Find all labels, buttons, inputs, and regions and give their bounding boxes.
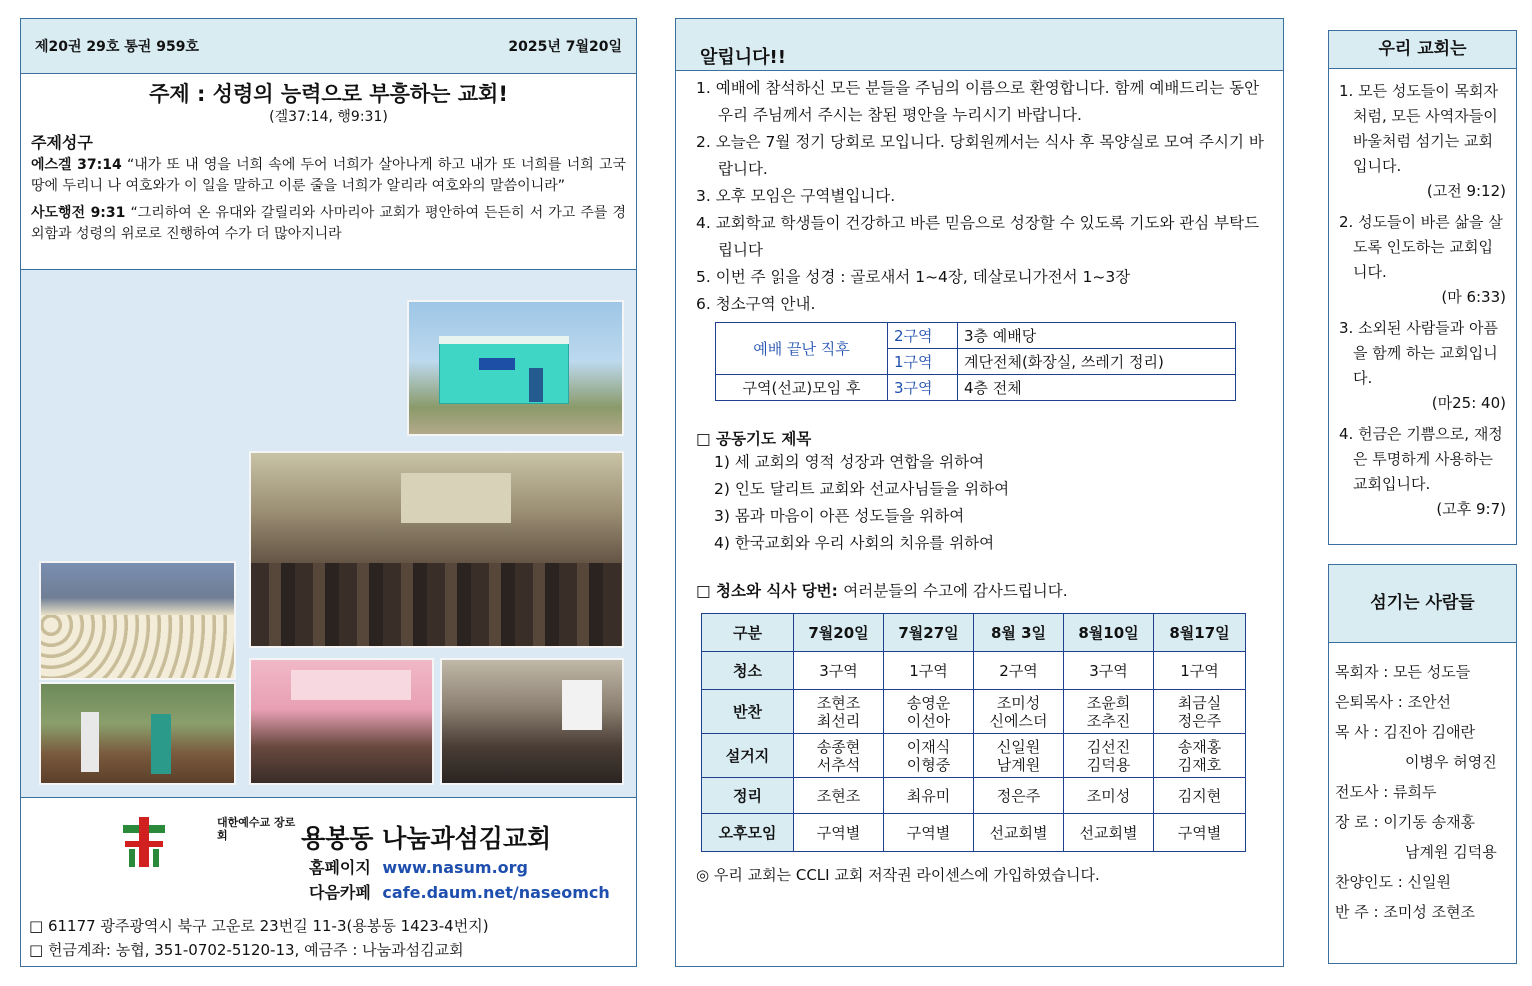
- duty-header-cell: 7월20일: [794, 614, 884, 652]
- zone-cell: 1구역: [888, 349, 958, 375]
- duty-cell: 선교회별: [1064, 814, 1154, 852]
- staff-line: 반 주 : 조미성 조현조: [1335, 903, 1476, 921]
- duty-row: [702, 734, 1246, 778]
- denomination: 대한예수교 장로회: [217, 816, 296, 842]
- verse-heading: 주제성구: [31, 133, 93, 152]
- duty-row: [702, 690, 1246, 734]
- church-info: [21, 799, 636, 966]
- duty-cell: 1구역: [884, 652, 974, 690]
- cafe-label: 다음카페: [309, 883, 371, 902]
- duty-cell: 구역별: [884, 814, 974, 852]
- notice-item: 5. 이번 주 읽을 성경 : 골로새서 1~4장, 데살로니가전서 1~3장: [696, 268, 1131, 286]
- notice-item: 4. 교회학교 학생들이 건강하고 바른 믿음으로 성장할 수 있도록 기도와 관심 부탁드립니다: [696, 214, 1260, 259]
- place-cell: 4층 전체: [958, 375, 1236, 401]
- prayer-title: □ 공동기도 제목: [696, 430, 812, 448]
- issue-number: 제20권 29호 통권 959호: [35, 39, 199, 55]
- duty-header-cell: 구분: [702, 614, 794, 652]
- notices-title: 알립니다!!: [676, 19, 1283, 71]
- duty-row-label: 반찬: [702, 690, 794, 734]
- bulletin-front-panel: [20, 18, 637, 967]
- prayer-item: 3) 몸과 마음이 아픈 성도들을 위하여: [714, 507, 965, 525]
- duty-cell: 구역별: [794, 814, 884, 852]
- staff-line: 은퇴목사 : 조안선: [1335, 693, 1452, 711]
- duty-cell: 최유미: [884, 778, 974, 814]
- vision-item: 1. 모든 성도들이 목회자처럼, 모든 사역자들이 바울처럼 섬기는 교회입니다.: [1339, 82, 1499, 175]
- homepage-line: [309, 855, 528, 878]
- vision-title: 우리 교회는: [1329, 31, 1516, 69]
- staff-line: 전도사 : 류희두: [1335, 783, 1437, 801]
- notice-list: [676, 71, 1283, 318]
- duty-cell: 송재홍 김재호: [1154, 734, 1246, 778]
- church-building-photo: [407, 300, 624, 436]
- duty-thanks: 여러분들의 수고에 감사드립니다.: [843, 582, 1068, 600]
- theme-title: 주제 : 성령의 능력으로 부흥하는 교회!: [149, 82, 508, 106]
- duty-row-label: 청소: [702, 652, 794, 690]
- verse-1: [31, 155, 626, 197]
- duty-cell: 김지현: [1154, 778, 1246, 814]
- duty-title: □ 청소와 식사 당번:: [696, 582, 838, 600]
- zone-cell: 2구역: [888, 323, 958, 349]
- duty-cell: 정은주: [974, 778, 1064, 814]
- duty-heading: [696, 579, 1283, 601]
- issue-header: [21, 19, 636, 74]
- vision-item: 4. 헌금은 기쁨으로, 재정은 투명하게 사용하는 교회입니다.: [1339, 425, 1503, 493]
- vision-ref: (마25: 40): [1431, 394, 1506, 412]
- vision-list: [1329, 69, 1516, 522]
- duty-cell: 구역별: [1154, 814, 1246, 852]
- duty-table: [701, 613, 1246, 852]
- homepage-label: 홈페이지: [309, 858, 371, 877]
- staff-line: 이병우 허영진: [1405, 753, 1497, 771]
- food-packages-photo: [39, 561, 236, 680]
- theme-refs: (겔37:14, 행9:31): [269, 109, 388, 125]
- staff-line: 장 로 : 이기동 송재홍: [1335, 813, 1476, 831]
- duty-cell: 조현조: [794, 778, 884, 814]
- duty-row-label: 오후모임: [702, 814, 794, 852]
- duty-cell: 이재식 이형중: [884, 734, 974, 778]
- vision-ref: (고전 9:12): [1426, 182, 1506, 200]
- children-gathering-photo: [440, 658, 624, 785]
- duty-cell: 3구역: [1064, 652, 1154, 690]
- duty-cell: 조윤희 조추진: [1064, 690, 1154, 734]
- duty-cell: 2구역: [974, 652, 1064, 690]
- issue-date: 2025년 7월20일: [508, 39, 622, 55]
- prayer-item: 4) 한국교회와 우리 사회의 치유를 위하여: [714, 534, 995, 552]
- duty-cell: 조현조 최선리: [794, 690, 884, 734]
- duty-cell: 최금실 정은주: [1154, 690, 1246, 734]
- notice-item: 1. 예배에 참석하신 모든 분들을 주님의 이름으로 환영합니다. 함께 예배드리는 동안 우리 주님께서 주시는 참된 평안을 누리시기 바랍니다.: [696, 79, 1260, 124]
- notice-item: 2. 오늘은 7월 정기 당회로 모입니다. 당회원께서는 식사 후 목양실로 모여 주시기 바랍니다.: [696, 133, 1264, 178]
- church-name: 용봉동 나눔과섬김교회: [301, 824, 552, 853]
- duty-row-label: 정리: [702, 778, 794, 814]
- duty-table-header: [702, 614, 1246, 652]
- duty-cell: 선교회별: [974, 814, 1064, 852]
- place-cell: 3층 예배당: [958, 323, 1236, 349]
- offering-account: □ 헌금계좌: 농협, 351-0702-5120-13, 예금주 : 나눔과섬김교회: [29, 941, 464, 959]
- duty-header-cell: 8월 3일: [974, 614, 1064, 652]
- duty-cell: 김선진 김덕용: [1064, 734, 1154, 778]
- duty-row-label: 설거지: [702, 734, 794, 778]
- prayer-item: 2) 인도 달리트 교회와 선교사님들을 위하여: [714, 480, 1010, 498]
- photo-collage: [21, 270, 636, 798]
- notices-panel: [675, 18, 1284, 967]
- notice-item: 3. 오후 모임은 구역별입니다.: [696, 187, 896, 205]
- staff-title: 섬기는 사람들: [1329, 565, 1516, 643]
- after-worship-label: 예배 끝난 직후: [716, 323, 888, 375]
- vision-item: 3. 소외된 사람들과 아픔을 함께 하는 교회입니다.: [1339, 319, 1499, 387]
- duty-cell: 송영운 이선아: [884, 690, 974, 734]
- license-note: ◎ 우리 교회는 CCLI 교회 저작권 라이센스에 가입하였습니다.: [696, 866, 1100, 884]
- duty-row: [702, 814, 1246, 852]
- prayer-list: [714, 449, 1283, 557]
- staff-line: 목 사 : 김진아 김애란: [1335, 723, 1476, 741]
- verse-2: [31, 203, 626, 245]
- duty-row: [702, 652, 1246, 690]
- church-logo-icon: [119, 815, 169, 869]
- prayer-item: 1) 세 교회의 영적 성장과 연합을 위하여: [714, 453, 985, 471]
- duty-cell: 신일원 남계원: [974, 734, 1064, 778]
- verse-1-ref: 에스겔 37:14: [31, 157, 122, 173]
- banner-event-photo: [249, 658, 434, 785]
- duty-cell: 3구역: [794, 652, 884, 690]
- staff-line: 남계원 김덕용: [1405, 843, 1497, 861]
- vision-ref: (마 6:33): [1441, 288, 1506, 306]
- place-cell: 계단전체(화장실, 쓰레기 정리): [958, 349, 1236, 375]
- notice-item: 6. 청소구역 안내.: [696, 295, 816, 313]
- duty-cell: 송종현 서추석: [794, 734, 884, 778]
- verse-1-text: “내가 또 내 영을 너희 속에 두어 너희가 살아나게 하고 내가 또 너희를 너희 고국 땅에 두리니 나 여호와가 이 일을 말하고 이룬 줄을 너희가 알리라 여호와의 말씀이니라”: [31, 157, 626, 194]
- verse-2-ref: 사도행전 9:31: [31, 205, 126, 221]
- staff-line: 목회자 : 모든 성도들: [1335, 663, 1471, 681]
- staff-box: [1328, 564, 1517, 964]
- duty-cell: 1구역: [1154, 652, 1246, 690]
- vision-box: [1328, 30, 1517, 545]
- cafe-link[interactable]: cafe.daum.net/naseomch: [382, 883, 610, 902]
- homepage-link[interactable]: www.nasum.org: [382, 858, 528, 877]
- cleaning-zone-table: [715, 322, 1236, 401]
- theme-section: [21, 74, 636, 270]
- vision-ref: (고후 9:7): [1436, 500, 1506, 518]
- vision-item: 2. 성도들이 바른 삶을 살도록 인도하는 교회입니다.: [1339, 213, 1503, 281]
- duty-cell: 조미성: [1064, 778, 1154, 814]
- duty-header-cell: 7월27일: [884, 614, 974, 652]
- worship-service-photo: [249, 451, 624, 648]
- cafe-line: [309, 880, 610, 903]
- duty-cell: 조미성 신에스더: [974, 690, 1064, 734]
- verse-2-text: “그리하여 온 유대와 갈릴리와 사마리아 교회가 평안하여 든든히 서 가고 주를 경외함과 성령의 위로로 진행하여 수가 더 많아지니라: [31, 205, 626, 242]
- after-meeting-label: 구역(선교)모임 후: [716, 375, 888, 401]
- duty-header-cell: 8월10일: [1064, 614, 1154, 652]
- zone-cell: 3구역: [888, 375, 958, 401]
- outreach-photo: [39, 682, 236, 785]
- duty-row: [702, 778, 1246, 814]
- staff-list: [1329, 643, 1516, 927]
- staff-line: 찬양인도 : 신일원: [1335, 873, 1452, 891]
- church-address: □ 61177 광주광역시 북구 고운로 23번길 11-3(용봉동 1423-4번지): [29, 917, 489, 935]
- duty-header-cell: 8월17일: [1154, 614, 1246, 652]
